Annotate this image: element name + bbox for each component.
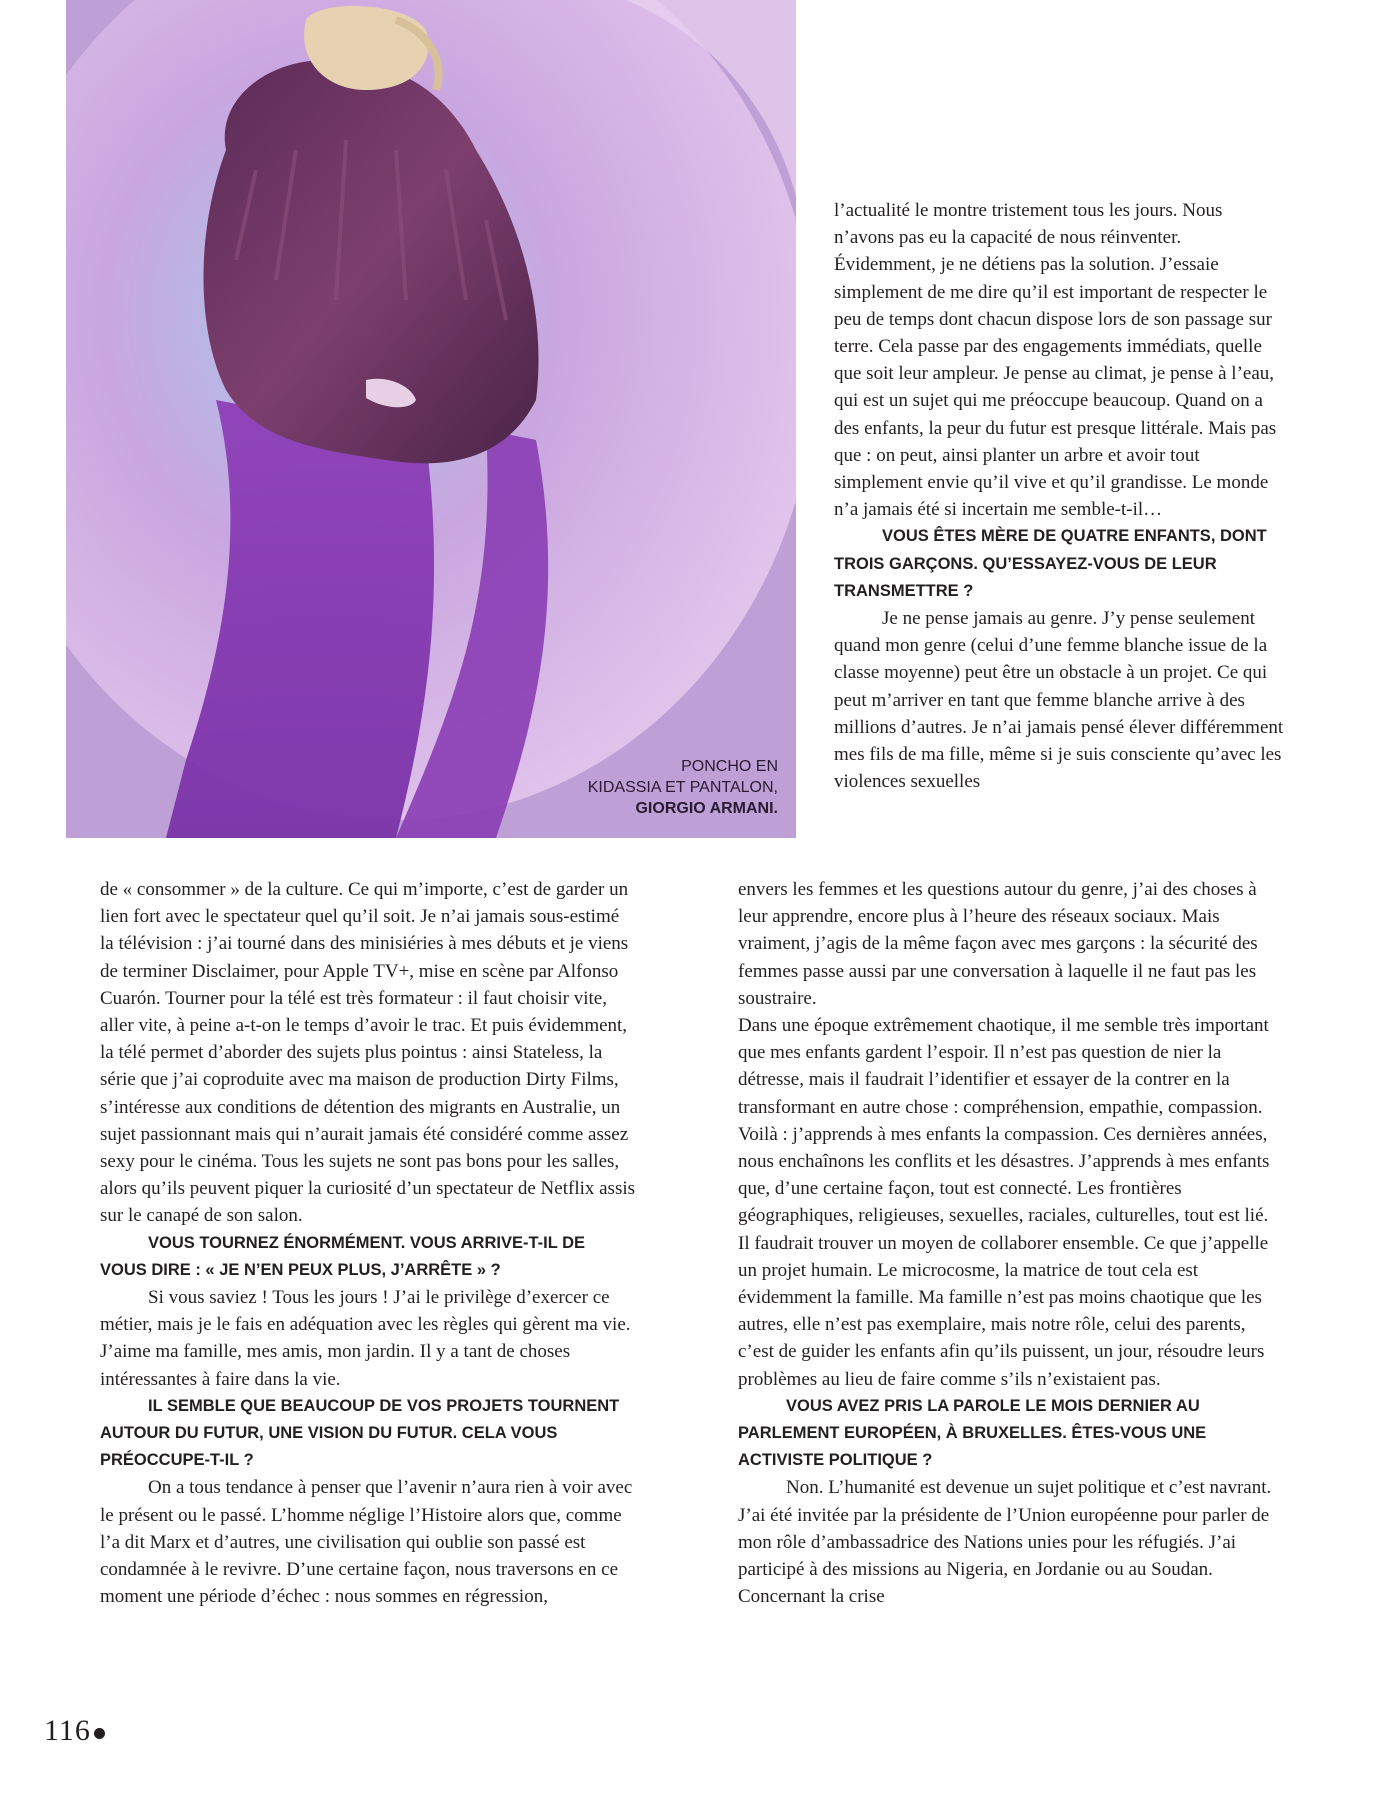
- interview-question: VOUS ÊTES MÈRE DE QUATRE ENFANTS, DONT TROIS GARÇONS. QU’ESSAYEZ-VOUS DE LEUR TRANSMETTRE ?: [834, 527, 1267, 600]
- interview-question: VOUS AVEZ PRIS LA PAROLE LE MOIS DERNIER AU PARLEMENT EUROPÉEN, À BRUXELLES. ÊTES-VOUS UNE ACTIVISTE POLITIQUE ?: [738, 1396, 1207, 1470]
- body-paragraph: envers les femmes et les questions autour du genre, j’ai des choses à leur apprendre, encore plus à l’heure des réseaux sociaux. Mais vraiment, j’agis de la même façon avec mes garçons : la sécurité des femmes passe aussi par une conversation à laquelle il ne faut pas les soustraire.: [738, 879, 1258, 1009]
- interview-answer: On a tous tendance à penser que l’avenir n’aura rien à voir avec le présent ou le passé. L’homme néglige l’Histoire alors que, comme l’a dit Marx et d’autres, une civilisation qui oublie son passé est condamnée à le revivre. D’une certaine façon, nous traversons en ce moment une période d’échec : nous sommes en régression,: [100, 1477, 633, 1608]
- page-number-text: 116: [44, 1714, 91, 1747]
- caption-line-1: PONCHO EN: [681, 758, 778, 775]
- interview-answer: Non. L’humanité est devenue un sujet politique et c’est navrant. J’ai été invitée par la présidente de l’Union européenne pour parler de mon rôle d’ambassadrice des Nations unies pour les réfugiés. J’ai participé à des missions au Nigeria, en Jordanie ou au Soudan. Concernant la crise: [738, 1477, 1272, 1608]
- body-paragraph: de « consommer » de la culture. Ce qui m’importe, c’est de garder un lien fort avec le spectateur quel qu’il soit. Je n’ai jamais sous-estimé la télévision : j’ai tourné dans des minisiéries à mes débuts et je viens de terminer Disclaimer, pour Apple TV+, mise en scène par Alfonso Cuarón. Tourner pour la télé est très formateur : il faut choisir vite, aller vite, à peine a-t-on le temps d’avoir le trac. Et puis évidemment, la télé permet d’aborder des sujets plus pointus : ainsi Stateless, la série que j’ai coproduite avec ma maison de production Dirty Films, s’intéresse aux conditions de détention des migrants en Australie, un sujet passionnant mais qui n’aurait jamais été considéré comme assez sexy pour le cinéma. Tous les sujets ne sont pas bons pour les salles, alors qu’ils peuvent piquer la curiosité d’un spectateur de Netflix assis sur le canapé de son salon.: [100, 879, 636, 1227]
- interview-answer: Si vous saviez ! Tous les jours ! J’ai le privilège d’exercer ce métier, mais je le fais en adéquation avec les règles qui gèrent ma vie. J’aime ma famille, mes amis, mon jardin. Il y a tant de choses intéressantes à faire dans la vie.: [100, 1287, 631, 1390]
- left-column: [100, 876, 636, 1610]
- body-paragraph: Il faudrait trouver un moyen de collaborer ensemble. Ce que j’appelle un projet humain. Le microcosme, la matrice de tout cela est évidemment la famille. Ma famille n’est pas moins chaotique que les autres, elle n’est pas exemplaire, mais notre rôle, celui des parents, c’est de guider les enfants afin qu’ils puissent, un jour, résoudre leurs problèmes au lieu de faire comme s’ils n’existaient pas.: [738, 1232, 1269, 1390]
- right-column-bottom: [738, 876, 1284, 1610]
- page-number: [44, 1716, 105, 1746]
- interview-question: VOUS TOURNEZ ÉNORMÉMENT. VOUS ARRIVE-T-IL DE VOUS DIRE : « JE N’EN PEUX PLUS, J’ARRÊTE » ?: [100, 1233, 585, 1279]
- interview-answer: Je ne pense jamais au genre. J’y pense seulement quand mon genre (celui d’une femme blanche issue de la classe moyenne) peut être un obstacle à un projet. Ce qui peut m’arriver en tant que femme blanche arrive à des millions d’autres. Je n’ai jamais pensé élever différemment mes fils de ma fille, même si je suis consciente qu’avec les violences sexuelles: [834, 608, 1284, 793]
- caption-line-2: KIDASSIA ET PANTALON,: [587, 779, 778, 796]
- body-paragraph: Dans une époque extrêmement chaotique, il me semble très important que mes enfants gardent l’espoir. Il n’est pas question de nier la détresse, mais il faudrait l’identifier et essayer de la contrer en la transformant en autre chose : compréhension, empathie, compassion. Voilà : j’apprends à mes enfants la compassion. Ces dernières années, nous enchaînons les conflits et les désastres. J’apprends à mes enfants que, d’une certaine façon, tout est connecté. Les frontières géographiques, religieuses, sexuelles, raciales, culturelles, tout est lié.: [738, 1015, 1270, 1227]
- interview-question: IL SEMBLE QUE BEAUCOUP DE VOS PROJETS TOURNENT AUTOUR DU FUTUR, UNE VISION DU FUTUR. CELA VOUS PRÉOCCUPE-T-IL ?: [100, 1396, 620, 1470]
- photo-caption: [66, 756, 778, 819]
- fashion-photo: [66, 0, 796, 838]
- body-paragraph: l’actualité le montre tristement tous les jours. Nous n’avons pas eu la capacité de nous réinventer. Évidemment, je ne détiens pas la solution. J’essaie simplement de me dire qu’il est important de respecter le peu de temps dont chacun dispose lors de son passage sur terre. Cela passe par des engagements immédiats, quelle que soit leur ampleur. Je pense au climat, je pense à l’eau, qui est un sujet qui me préoccupe beaucoup. Quand on a des enfants, la peur du futur est presque littérale. Mais pas que : on peut, ainsi planter un arbre et avoir tout simplement envie qu’il vive et qu’il grandisse. Le monde n’a jamais été si incertain me semble-t-il…: [834, 200, 1277, 521]
- folio-dot-icon: [94, 1728, 105, 1739]
- photo-illustration: [66, 0, 796, 838]
- caption-line-3: GIORGIO ARMANI.: [635, 800, 778, 817]
- right-column-top: [834, 197, 1284, 795]
